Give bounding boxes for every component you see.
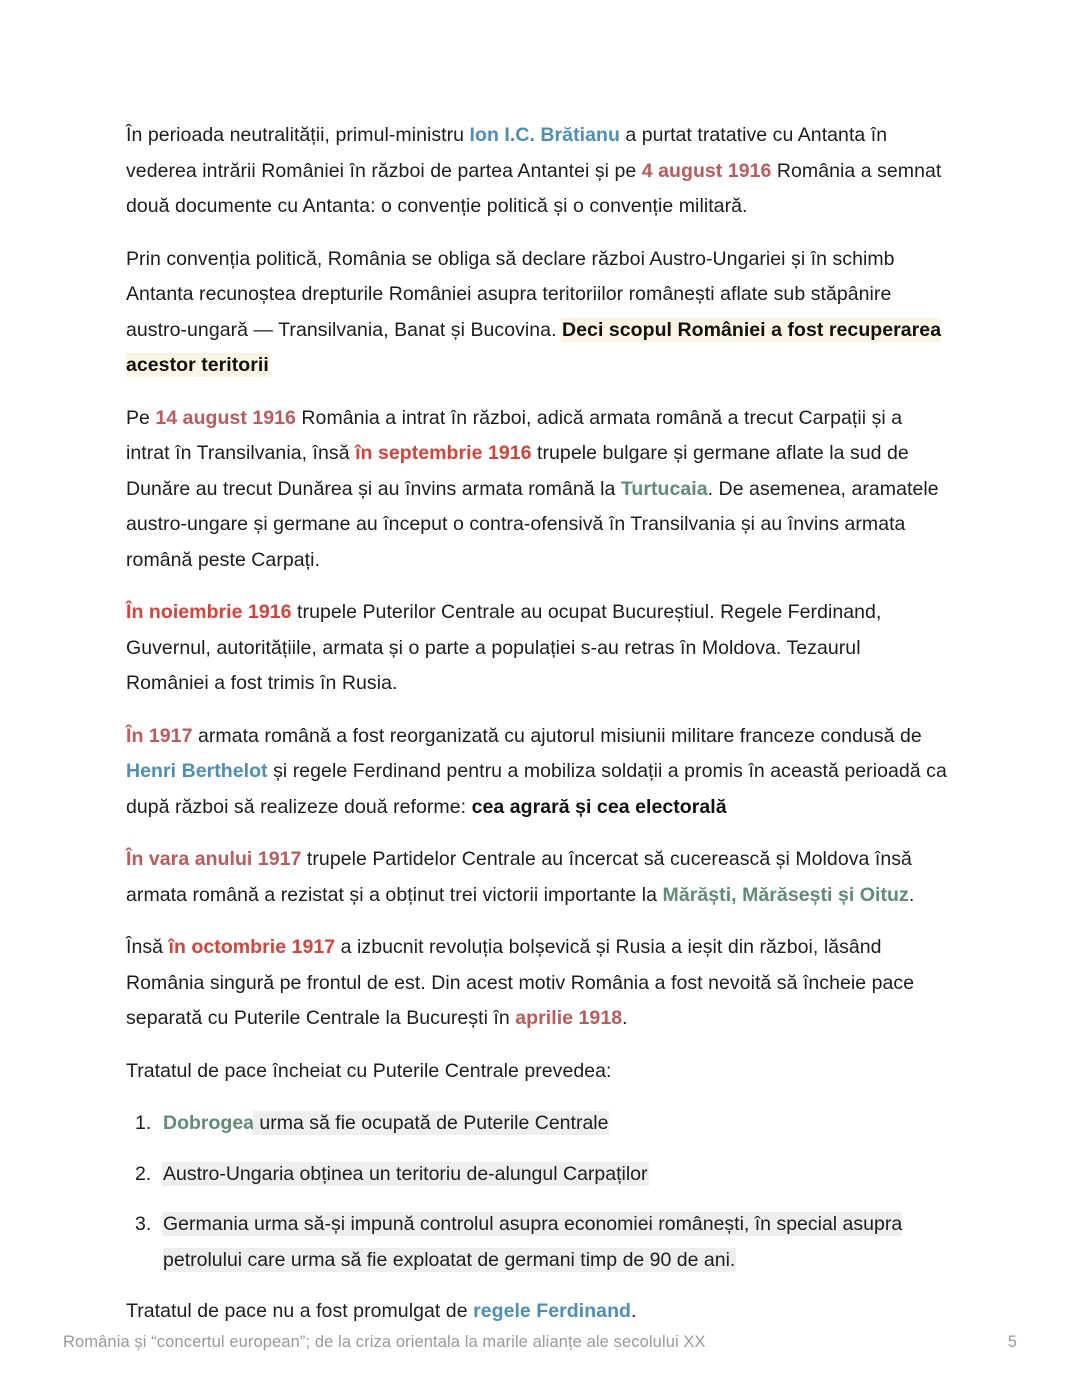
paragraph-text-segment: . De asemenea, aramatele austro-ungare și germane au început o contra-ofensivă în Transilvania și au învins armata română peste Carpați.	[126, 477, 939, 571]
treaty-terms-list	[126, 1106, 948, 1278]
paragraph-political-convention	[126, 242, 948, 384]
places-marasti-marasesti-oituz: Mărăști, Mărăsești și Oituz	[662, 883, 909, 906]
date-aprilie-1918: aprilie 1918	[515, 1007, 623, 1029]
list-item	[126, 1106, 948, 1142]
place-turtucaia: Turtucaia	[620, 477, 708, 500]
list-item-text: urma să fie ocupată de Puterile Centrale	[254, 1112, 609, 1134]
date-septembrie-1916: în septembrie 1916	[355, 442, 532, 464]
paragraph-text-segment: În perioada neutralității, primul-ministru	[126, 124, 470, 146]
paragraph-bolshevik-revolution	[126, 930, 948, 1037]
list-item-text: Austro-Ungaria obținea un teritoriu de-alungul Carpaților	[163, 1162, 648, 1185]
paragraph-text-segment: .	[622, 1007, 628, 1029]
paragraph-entry-into-war	[126, 401, 948, 579]
list-item	[126, 1157, 948, 1193]
place-dobrogea: Dobrogea	[163, 1112, 255, 1134]
highlighted-bold-goal-romania: Deci scopul României a fost recuperarea acestor teritorii	[126, 318, 942, 376]
paragraph-occupation-bucharest	[126, 595, 948, 702]
date-noiembrie-1916: În noiembrie 1916	[126, 601, 292, 623]
paragraph-text-segment: Pe	[126, 406, 156, 429]
paragraph-text-segment: a izbucnit revoluția bolșevică și Rusia a ieșit din război, lăsând România singură pe frontul de est. Din acest motiv România a fost nevoită să încheie pace separată cu Puterile Centrale la București în	[126, 936, 915, 1029]
paragraph-text-segment: .	[908, 883, 915, 906]
person-name-bratianu: Ion I.C. Brătianu	[469, 124, 620, 146]
paragraph-text-segment: Prin convenția politică, România se obliga să declare război Austro-Ungariei și în schimb Antanta recunoștea drepturile României asupra teritoriilor românești aflate sub stăpânire austro-ungară — Transilvania, Banat și Bucovina.	[126, 247, 895, 341]
person-name-regele-ferdinand: regele Ferdinand	[473, 1300, 632, 1322]
paragraph-text-segment: a purtat tratative cu Antanta în vederea intrării României în război de partea Antantei și pe	[126, 124, 888, 182]
paragraph-neutrality-period	[126, 118, 948, 225]
page-footer	[63, 1333, 1017, 1352]
paragraph-text-segment: România a intrat în război, adică armata română a trecut Carpații și a intrat în Transilvania, însă	[126, 406, 903, 464]
date-4-august-1916: 4 august 1916	[641, 159, 772, 182]
date-vara-1917: În vara anului 1917	[126, 848, 302, 870]
person-name-berthelot: Henri Berthelot	[126, 760, 268, 782]
paragraph-text-segment: Tratatul de pace nu a fost promulgat de	[126, 1300, 474, 1322]
date-octombrie-1917: în octombrie 1917	[168, 936, 336, 958]
paragraph-text-segment: trupele Puterilor Centrale au ocupat Bucureștiul. Regele Ferdinand, Guvernul, autoritățiile, armata și o parte a populației s-au retras în Moldova. Tezaurul României a fost trimis în Rusia.	[126, 601, 882, 694]
paragraph-text-segment: România a semnat două documente cu Antanta: o convenție politică și o convenție militară.	[126, 159, 942, 217]
paragraph-treaty-not-promulgated	[126, 1294, 948, 1330]
document-body	[126, 118, 948, 1330]
paragraph-summer-1917-victories	[126, 842, 948, 913]
date-14-august-1916: 14 august 1916	[155, 406, 296, 429]
bold-reforms: cea agrară și cea electorală	[471, 795, 727, 818]
list-item-text: Germania urma să-și impună controlul asupra economiei românești, în special asupra petrolului care urma să fie exploatat de germani timp de 90 de ani.	[163, 1213, 903, 1271]
date-1917: În 1917	[126, 724, 193, 747]
paragraph-text-segment: trupele bulgare și germane aflate la sud de Dunăre au trecut Dunărea și au învins armata română la	[126, 442, 909, 500]
paragraph-text-segment: .	[631, 1300, 637, 1322]
page-number: 5	[1007, 1333, 1017, 1351]
paragraph-text-segment: și regele Ferdinand pentru a mobiliza soldații a promis în această perioadă ca după război să realizeze două reforme:	[126, 760, 947, 818]
paragraph-text-segment: armata română a fost reorganizată cu ajutorul misiunii militare franceze condusă de	[192, 724, 922, 747]
paragraph-text-segment: Tratatul de pace încheiat cu Puterile Centrale prevedea:	[126, 1059, 612, 1082]
paragraph-text-segment: trupele Partidelor Centrale au încercat să cucerească și Moldova însă armata română a rezistat și a obținut trei victorii importante la	[126, 848, 912, 906]
paragraph-text-segment: Însă	[126, 936, 169, 958]
paragraph-army-reorganisation	[126, 719, 948, 826]
footer-title: România și “concertul european”; de la criza orientala la marile alianțe ale secolului XX	[63, 1333, 706, 1351]
list-item	[126, 1207, 948, 1278]
paragraph-treaty-intro	[126, 1054, 948, 1090]
